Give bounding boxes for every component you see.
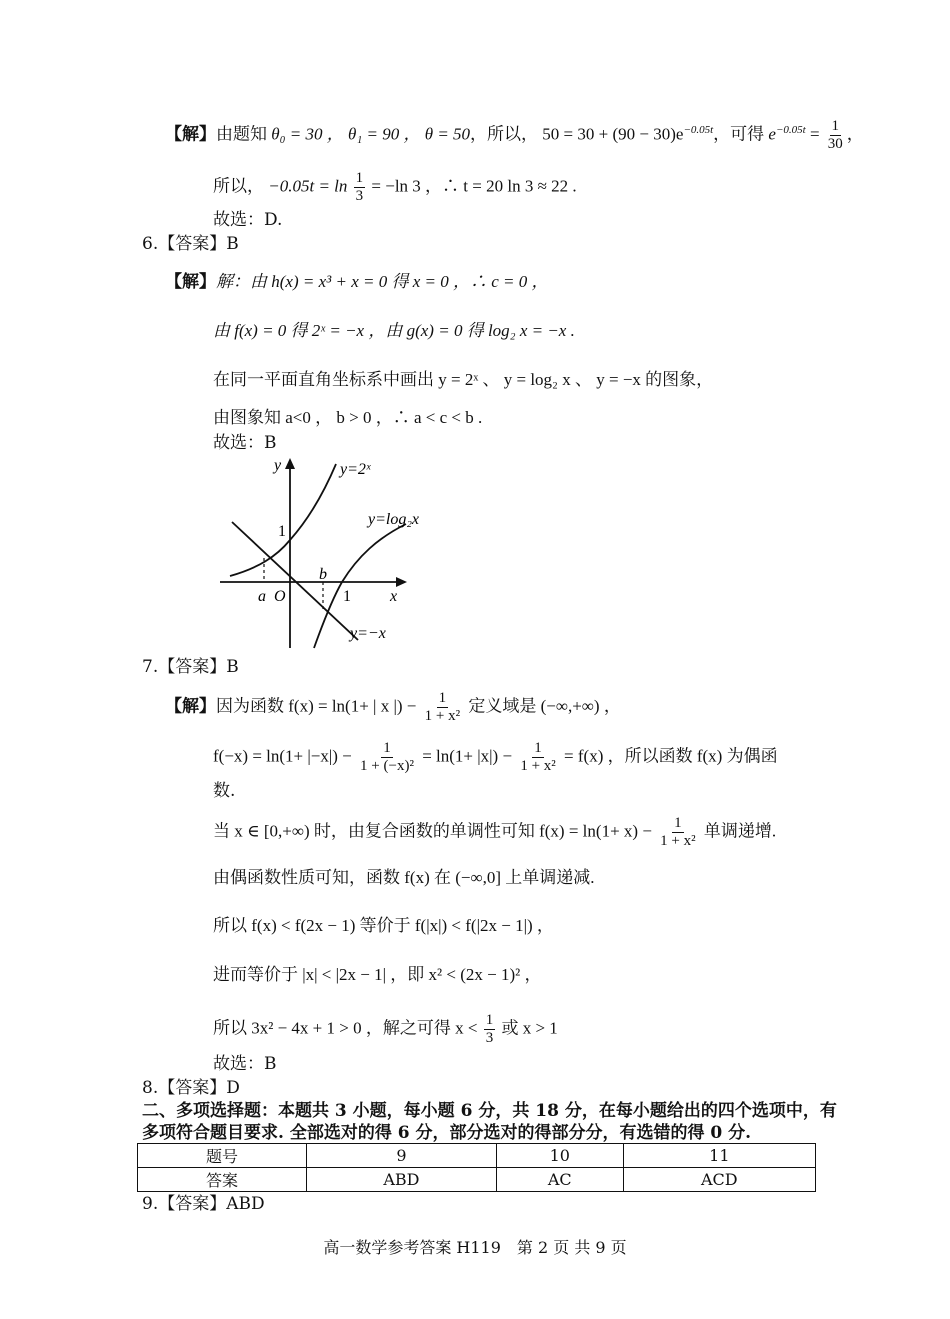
q9-answer-head: 9.【答案】ABD (142, 1194, 265, 1214)
section-2-heading-line-2: 多项符合题目要求. 全部选对的得 6 分，部分选对的得部分分，有选错的得 0 分. (142, 1123, 752, 1143)
y-tick-1: 1 (278, 523, 286, 540)
line-negative-x (232, 522, 358, 640)
origin-label: O (274, 588, 286, 605)
q6-line-4: 由图象知 a<0 ， b > 0 ，∴ a < c < b . (213, 408, 483, 427)
q7-line-4: 当 x ∈ [0,+∞) 时，由复合函数的单调性可知 f(x) = ln(1+ x) − $\frac{1}{\text{1 + x²}}$ 单调递增. (213, 815, 777, 849)
jie-label: 【解】 (165, 272, 216, 291)
q6-line-1: 【解】解：由 h(x) = x³ + x = 0 得 x = 0 ，∴ c = 0 ， (165, 272, 549, 291)
point-a-label: a (258, 588, 266, 605)
q8-answer-head: 8.【答案】D (142, 1078, 240, 1098)
q5-line-3: 故选：D. (213, 210, 283, 230)
fraction: $\frac{1}{30}$ (827, 118, 843, 153)
label-exponential: y=2ˣ (340, 461, 371, 478)
section-2-heading-line-1: 二、多项选择题：本题共 3 小题，每小题 6 分，共 18 分，在每小题给出的四个选项中，有 (142, 1101, 837, 1121)
table-cell: 9 (307, 1144, 497, 1168)
fraction: $\frac{1}{3}$ (485, 1012, 494, 1046)
q5-line-2: 所以， −0.05t = ln $\frac{1}{3}$ = −ln 3 ，∴ t = 20 ln 3 ≈ 22 . (213, 170, 577, 204)
point-b-label: b (319, 566, 327, 583)
curve-exponential (230, 464, 336, 576)
q7-line-1: 【解】因为函数 f(x) = ln(1+ | x |) − $\frac{1}{\text{1 + x²}}$ 定义域是 (−∞,+∞) ， (165, 690, 621, 724)
q7-line-9: 故选：B (213, 1054, 277, 1074)
y-axis-arrow (285, 458, 295, 469)
table-cell: ACD (623, 1168, 815, 1192)
q6-line-5: 故选：B (213, 433, 277, 453)
fraction: $\frac{1}{\text{1 + x²}}$ (424, 690, 461, 724)
label-negative-x: y=−x (350, 625, 386, 642)
function-graph (210, 452, 420, 652)
row-header-label: 题号 (138, 1144, 307, 1168)
x-tick-1: 1 (343, 588, 351, 605)
table-cell: 10 (496, 1144, 623, 1168)
jie-label: 【解】 (165, 696, 216, 716)
fraction: $\frac{1}{\text{1 + x²}}$ (520, 740, 556, 774)
q7-line-6: 所以 f(x) < f(2x − 1) 等价于 f(|x|) < f(|2x − 1|) ， (213, 916, 554, 935)
q7-line-8: 所以 3x² − 4x + 1 > 0 ，解之可得 x < $\frac{1}{3}$ 或 x > 1 (213, 1012, 558, 1046)
fraction: $\frac{1}{3}$ (355, 170, 364, 204)
answer-table (137, 1143, 816, 1192)
table-row (138, 1168, 816, 1192)
q6-answer-head: 6.【答案】B (142, 234, 239, 254)
page-footer: 高一数学参考答案 H119 第 2 页 共 9 页 (323, 1238, 627, 1257)
q6-line-3: 在同一平面直角坐标系中画出 y = 2ˣ 、 y = log₂ x 、 y = −x 的图象， (213, 370, 714, 389)
jie-label: 【解】 (165, 124, 216, 144)
row-answer-label: 答案 (138, 1168, 307, 1192)
table-cell: AC (496, 1168, 623, 1192)
x-axis-label: x (390, 588, 398, 605)
q6-line-2: 由 f(x) = 0 得 2ˣ = −x ，由 g(x) = 0 得 log₂ x = −x . (213, 321, 575, 340)
table-row (138, 1144, 816, 1168)
q7-line-3: 数. (213, 781, 236, 801)
y-axis-label: y (274, 457, 282, 474)
fraction: $\frac{1}{\text{1 + (−x)²}}$ (360, 740, 414, 774)
fraction: $\frac{1}{\text{1 + x²}}$ (660, 815, 696, 849)
table-cell: ABD (307, 1168, 497, 1192)
table-cell: 11 (623, 1144, 815, 1168)
q7-line-5: 由偶函数性质可知，函数 f(x) 在 (−∞,0] 上单调递减. (213, 868, 595, 887)
q7-line-7: 进而等价于 |x| < |2x − 1| ，即 x² < (2x − 1)² ， (213, 965, 542, 984)
x-axis-arrow (396, 577, 407, 587)
q5-line-1: 【解】由题知 θ₀ = 30 ， θ₁ = 90 ， θ = 50，所以， $50 = 30 + (90 - 30)e^{-0.05t}$，可得 $e^{-0.05t}$ = $\frac{1}{30}$ ， (165, 118, 864, 153)
label-logarithm: y=log₂x (368, 511, 420, 528)
q7-answer-head: 7.【答案】B (142, 657, 239, 677)
q7-line-2: f(−x) = ln(1+ |−x|) − $\frac{1}{\text{1 + (−x)²}}$ = ln(1+ |x|) − $\frac{1}{\text{1 + x²}}$ = f(x) ，所以函数 f(x) 为偶函 (213, 740, 778, 774)
